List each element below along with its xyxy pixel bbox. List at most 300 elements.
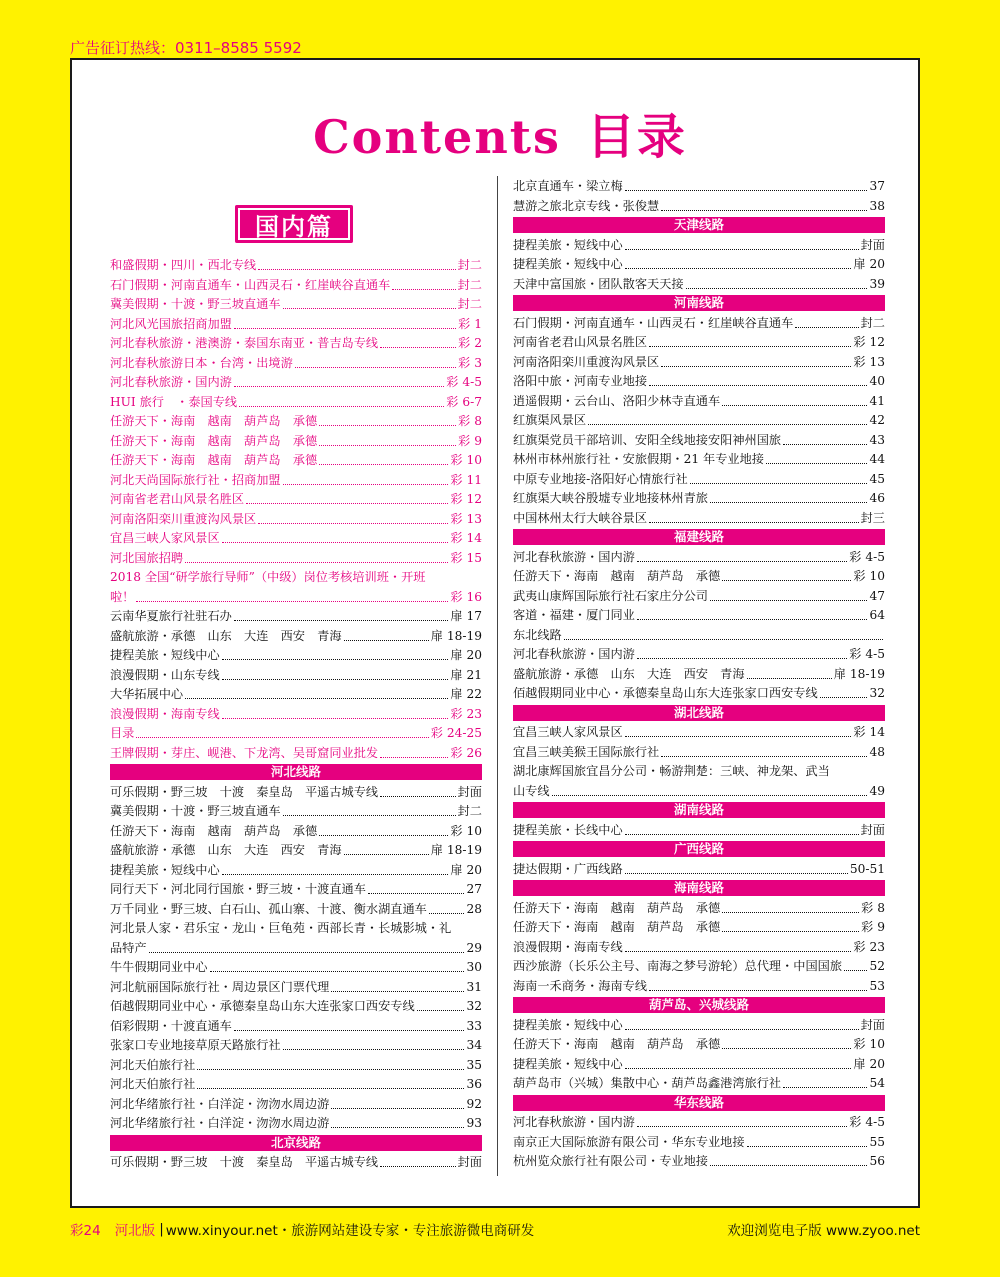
toc-entry-title: 红旗渠大峡谷殷墟专业地接林州青旅 <box>513 491 708 505</box>
toc-entry-page: 彩 12 <box>450 492 482 506</box>
toc-entry-title: 捷程美旅・短线中心 <box>110 862 220 877</box>
toc-entry-page: 29 <box>466 940 482 955</box>
toc-entry-page: 扉 17 <box>450 609 482 623</box>
toc-leader-dots <box>319 464 448 465</box>
toc-entry-title: 北京直通车・梁立梅 <box>513 179 623 193</box>
toc-entry-title: 佰彩假期・十渡直通车 <box>110 1018 232 1033</box>
toc-entry[interactable] <box>513 684 885 703</box>
toc-entry[interactable] <box>513 645 885 664</box>
toc-entry[interactable] <box>513 957 885 976</box>
toc-entry-title: 客道・福建・厦门同业 <box>513 608 635 622</box>
toc-leader-dots <box>283 308 456 309</box>
toc-leader-dots <box>234 386 444 387</box>
toc-leader-dots <box>258 523 448 524</box>
toc-entry-page: 彩 10 <box>450 453 482 467</box>
toc-leader-dots <box>661 756 867 757</box>
toc-entry-page: 32 <box>466 999 482 1013</box>
toc-leader-dots <box>319 425 456 426</box>
toc-entry-title: 啦！ <box>110 589 135 604</box>
toc-entry[interactable] <box>110 549 482 568</box>
toc-entry-page: 彩 9 <box>458 433 482 448</box>
toc-entry-page: 彩 10 <box>853 569 885 583</box>
toc-entry-page: 封面 <box>860 822 885 837</box>
toc-entry-page: 彩 15 <box>450 550 482 565</box>
footer-ebook-link[interactable]: 欢迎浏览电子版 www.zyoo.net <box>727 1223 920 1239</box>
toc-entry-page: 扉 18-19 <box>430 843 482 857</box>
toc-entry-page: 扉 21 <box>450 667 482 682</box>
toc-leader-dots <box>649 385 867 386</box>
toc-entry-page: 彩 8 <box>458 414 482 428</box>
toc-leader-dots <box>649 990 867 991</box>
toc-entry-page: 彩 24-25 <box>430 726 482 740</box>
toc-entry-title: 河北天伯旅行社 <box>110 1057 196 1072</box>
toc-entry-title: 目录 <box>110 726 135 740</box>
toc-entry-page: 扉 20 <box>450 862 482 877</box>
toc-entry-title: 石门假期・河南直通车・山西灵石・红崖峡谷直通车 <box>110 277 391 292</box>
toc-entry-title: 任游天下・海南 越南 葫芦岛 承德 <box>110 823 318 838</box>
toc-entry[interactable] <box>110 919 482 938</box>
footer-edition: 河北版 <box>114 1223 156 1239</box>
toc-leader-dots <box>344 640 429 641</box>
toc-entry[interactable] <box>110 1036 482 1055</box>
toc-leader-dots <box>649 346 851 347</box>
toc-entry[interactable] <box>110 958 482 977</box>
toc-entry[interactable] <box>513 372 885 391</box>
toc-entry-title: 任游天下・海南 越南 葫芦岛 承德 <box>513 920 721 934</box>
toc-entry[interactable] <box>110 276 482 295</box>
toc-entry[interactable] <box>110 666 482 685</box>
toc-leader-dots <box>625 1068 852 1069</box>
toc-entry-title: 品特产 <box>110 940 147 955</box>
toc-entry[interactable] <box>513 1035 885 1054</box>
toc-entry-page: 31 <box>466 979 482 994</box>
toc-leader-dots <box>637 1126 847 1127</box>
toc-entry[interactable] <box>110 1056 482 1075</box>
toc-entry-title: 河北风光国旅招商加盟 <box>110 316 232 331</box>
toc-entry-title: 浪漫假期・山东专线 <box>110 667 220 682</box>
toc-leader-dots <box>844 970 867 971</box>
toc-entry-title: 万千同业・野三坡、白石山、孤山寨、十渡、衡水湖直通车 <box>110 901 427 916</box>
section-band: 海南线路 <box>513 880 885 896</box>
toc-entry-page: 56 <box>869 1154 885 1168</box>
toc-entry[interactable] <box>110 295 482 314</box>
toc-leader-dots <box>380 796 456 797</box>
toc-entry-page: 扉 18-19 <box>833 666 885 681</box>
toc-entry[interactable] <box>513 606 885 625</box>
toc-entry[interactable] <box>513 918 885 937</box>
toc-entry-page: 彩 23 <box>853 939 885 954</box>
toc-entry[interactable] <box>110 1095 482 1114</box>
toc-entry-title: 大华拓展中心 <box>110 687 184 701</box>
toc-entry[interactable] <box>513 899 885 918</box>
toc-entry-page: 彩 16 <box>450 589 482 604</box>
toc-entry-page: 52 <box>869 959 885 973</box>
toc-leader-dots <box>552 795 868 796</box>
toc-leader-dots <box>222 679 449 680</box>
toc-entry-title: 河北华绪旅行社・白洋淀・沕沕水周边游 <box>110 1116 330 1130</box>
toc-entry-title: 河南洛阳栾川重渡沟风景区 <box>513 354 660 369</box>
toc-leader-dots <box>368 893 465 894</box>
toc-entry[interactable] <box>110 646 482 665</box>
toc-entry-title: 宜昌三峡人家风景区 <box>513 725 623 739</box>
toc-leader-dots <box>637 619 868 620</box>
toc-leader-dots <box>246 503 448 504</box>
toc-entry-page: 43 <box>869 432 885 447</box>
toc-entry-page: 28 <box>466 901 482 916</box>
toc-entry-title: 冀美假期・十渡・野三坡直通车 <box>110 297 281 311</box>
toc-entry[interactable] <box>110 354 482 373</box>
section-band: 天津线路 <box>513 217 885 233</box>
toc-entry-title: 牛牛假期同业中心 <box>110 960 208 974</box>
toc-entry-page: 扉 22 <box>450 687 482 701</box>
toc-entry-title: 河南洛阳栾川重渡沟风景区 <box>110 511 257 526</box>
toc-entry-page: 封二 <box>457 258 482 272</box>
toc-entry[interactable] <box>110 997 482 1016</box>
toc-entry-page: 扉 18-19 <box>430 628 482 643</box>
section-band: 华东线路 <box>513 1095 885 1111</box>
toc-entry[interactable] <box>110 588 482 607</box>
section-band: 北京线路 <box>110 1135 482 1151</box>
toc-leader-dots <box>722 580 851 581</box>
toc-entry-title: 河北航丽国际旅行社・周边景区门票代理 <box>110 979 330 994</box>
toc-entry[interactable] <box>110 393 482 412</box>
toc-leader-dots <box>319 445 456 446</box>
toc-leader-dots <box>783 1087 867 1088</box>
toc-entry-title: 可乐假期・野三坡 十渡 秦皇岛 平遥古城专线 <box>110 1155 379 1169</box>
toc-entry[interactable] <box>513 236 885 255</box>
toc-entry[interactable] <box>110 510 482 529</box>
toc-leader-dots <box>625 873 848 874</box>
toc-entry[interactable] <box>513 1113 885 1132</box>
toc-entry-page: 53 <box>869 978 885 993</box>
toc-entry-page: 55 <box>869 1134 885 1149</box>
toc-entry-page: 93 <box>466 1116 482 1130</box>
toc-entry-title: 东北线路 <box>513 627 562 642</box>
toc-leader-dots <box>380 757 448 758</box>
toc-leader-dots <box>392 289 455 290</box>
toc-entry-title: 任游天下・海南 越南 葫芦岛 承德 <box>513 900 721 915</box>
toc-entry[interactable] <box>513 255 885 274</box>
toc-entry[interactable] <box>110 841 482 860</box>
toc-leader-dots <box>222 874 449 875</box>
toc-entry-page: 封二 <box>457 297 482 311</box>
toc-entry[interactable] <box>513 821 885 840</box>
toc-entry-page: 38 <box>869 198 885 213</box>
toc-leader-dots <box>234 1030 465 1031</box>
toc-entry[interactable] <box>110 471 482 490</box>
toc-entry-title: 2018 全国“研学旅行导师”（中级）岗位考核培训班・开班 <box>110 570 426 584</box>
column-divider <box>497 176 498 1176</box>
toc-entry[interactable] <box>513 626 885 645</box>
section-band: 福建线路 <box>513 529 885 545</box>
toc-entry-page: 彩 9 <box>861 920 885 934</box>
toc-entry[interactable] <box>513 587 885 606</box>
title-cn: 目录 <box>586 109 687 165</box>
section-band: 湖北线路 <box>513 705 885 721</box>
toc-entry-page: 34 <box>466 1038 482 1052</box>
toc-leader-dots <box>625 268 852 269</box>
toc-entry-page: 彩 13 <box>853 354 885 369</box>
toc-entry[interactable] <box>513 1152 885 1171</box>
toc-entry-title: 河北春秋旅游・国内游 <box>513 1115 635 1129</box>
toc-entry-title: 河北华绪旅行社・白洋淀・沕沕水周边游 <box>110 1096 330 1111</box>
toc-leader-dots <box>690 483 868 484</box>
toc-entry-page: 封二 <box>457 277 482 292</box>
toc-entry-page: 扉 20 <box>853 257 885 271</box>
toc-entry[interactable] <box>513 743 885 762</box>
toc-entry[interactable] <box>513 177 885 196</box>
toc-entry[interactable] <box>513 333 885 352</box>
toc-entry[interactable] <box>513 1074 885 1093</box>
toc-entry[interactable] <box>110 822 482 841</box>
toc-entry-title: 河北天伯旅行社 <box>110 1077 196 1091</box>
toc-entry[interactable] <box>513 548 885 567</box>
toc-entry-page: 30 <box>466 960 482 974</box>
toc-entry-page: 封二 <box>860 315 885 330</box>
toc-entry-title: 云南华夏旅行社驻石办 <box>110 609 232 623</box>
toc-leader-dots <box>710 1165 867 1166</box>
toc-entry-title: 葫芦岛市（兴城）集散中心・葫芦岛鑫港湾旅行社 <box>513 1076 782 1090</box>
toc-entry-page: 36 <box>466 1077 482 1091</box>
toc-entry[interactable] <box>513 392 885 411</box>
toc-entry-page: 扉 20 <box>450 648 482 662</box>
toc-entry[interactable] <box>110 1153 482 1172</box>
toc-leader-dots <box>283 815 456 816</box>
toc-leader-dots <box>625 190 868 191</box>
toc-entry[interactable] <box>513 938 885 957</box>
toc-entry[interactable] <box>513 489 885 508</box>
section-band: 河北线路 <box>110 764 482 780</box>
toc-entry[interactable] <box>110 939 482 958</box>
toc-entry[interactable] <box>513 450 885 469</box>
toc-leader-dots <box>625 1029 859 1030</box>
toc-entry[interactable] <box>110 256 482 275</box>
toc-entry-title: 石门假期・河南直通车・山西灵石・红崖峡谷直通车 <box>513 315 794 330</box>
toc-leader-dots <box>283 484 449 485</box>
toc-leader-dots <box>722 931 859 932</box>
toc-entry[interactable] <box>513 431 885 450</box>
toc-entry[interactable] <box>513 353 885 372</box>
toc-entry-title: 王牌假期・芽庄、岘港、下龙湾、吴哥窟同业批发 <box>110 745 379 760</box>
toc-entry-page: 46 <box>869 491 885 505</box>
toc-leader-dots <box>710 600 867 601</box>
toc-leader-dots <box>380 1166 456 1167</box>
toc-entry-title: 宜昌三峡美猴王国际旅行社 <box>513 744 660 759</box>
toc-leader-dots <box>649 522 859 523</box>
toc-leader-dots <box>783 444 867 445</box>
toc-entry-title: 杭州览众旅行社有限公司・专业地接 <box>513 1154 708 1168</box>
toc-entry[interactable] <box>110 334 482 353</box>
toc-entry-title: 盛航旅游・承德 山东 大连 西安 青海 <box>513 666 745 681</box>
toc-entry[interactable] <box>513 275 885 294</box>
toc-leader-dots <box>149 952 465 953</box>
toc-entry-title: 捷程美旅・短线中心 <box>110 648 220 662</box>
toc-leader-dots <box>239 406 444 407</box>
toc-leader-dots <box>210 971 465 972</box>
toc-entry-title: 佰越假期同业中心・承德秦皇岛山东大连张家口西安专线 <box>110 999 415 1013</box>
toc-entry-page: 彩 6-7 <box>446 394 482 409</box>
hotline: 广告征订热线：0311–8585 5592 <box>70 39 302 57</box>
footer-site-link[interactable]: www.xinyour.net・旅游网站建设专家・专注旅游微电商研发 <box>165 1223 535 1239</box>
toc-entry-page: 64 <box>869 608 885 622</box>
toc-leader-dots <box>417 1010 465 1011</box>
toc-entry-page: 封二 <box>457 804 482 818</box>
title-en: Contents <box>313 110 561 164</box>
toc-entry[interactable] <box>513 314 885 333</box>
toc-entry[interactable] <box>110 568 482 587</box>
toc-leader-dots <box>637 658 847 659</box>
toc-entry[interactable] <box>110 490 482 509</box>
toc-entry-page: 彩 14 <box>450 531 482 545</box>
toc-entry[interactable] <box>110 412 482 431</box>
toc-entry[interactable] <box>110 529 482 548</box>
toc-entry-title: 红旗渠风景区 <box>513 413 587 427</box>
toc-entry[interactable] <box>513 470 885 489</box>
toc-entry-title: 湖北康辉国旅宜昌分公司・畅游荆楚：三峡、神龙架、武当 <box>513 764 830 778</box>
page-title <box>0 98 1000 167</box>
toc-entry-page: 彩 26 <box>450 745 482 760</box>
toc-entry[interactable] <box>513 1016 885 1035</box>
toc-leader-dots <box>710 502 867 503</box>
toc-entry-title: 河北国旅招聘 <box>110 550 184 565</box>
toc-entry[interactable] <box>110 627 482 646</box>
toc-entry-title: 西沙旅游（长乐公主号、南海之梦号游轮）总代理・中国国旅 <box>513 959 843 973</box>
toc-entry[interactable] <box>110 880 482 899</box>
toc-entry[interactable] <box>110 705 482 724</box>
toc-entry-page: 41 <box>869 393 885 408</box>
toc-entry[interactable] <box>110 373 482 392</box>
toc-entry-page: 42 <box>869 413 885 427</box>
toc-entry-title: 河北春秋旅游・国内游 <box>513 647 635 661</box>
toc-leader-dots <box>319 835 448 836</box>
toc-entry[interactable] <box>110 451 482 470</box>
toc-entry-title: 河北春秋旅游・国内游 <box>110 375 232 389</box>
toc-entry-title: 同行天下・河北同行国旅・野三坡・十渡直通车 <box>110 882 366 896</box>
toc-entry-title: 宜昌三峡人家风景区 <box>110 531 220 545</box>
toc-entry-page: 彩 10 <box>450 823 482 838</box>
toc-entry-page: 35 <box>466 1057 482 1072</box>
toc-entry-title: 捷程美旅・短线中心 <box>513 257 623 271</box>
toc-entry-title: 可乐假期・野三坡 十渡 秦皇岛 平遥古城专线 <box>110 784 379 799</box>
section-badge-domestic: 国内篇 <box>235 205 353 243</box>
toc-entry[interactable] <box>110 724 482 743</box>
toc-leader-dots <box>234 620 449 621</box>
toc-entry-title: 山专线 <box>513 783 550 798</box>
toc-entry-title: 河北景人家・君乐宝・龙山・巨龟苑・西部长青・长城影城・礼 <box>110 921 452 935</box>
toc-entry-page: 封面 <box>860 237 885 252</box>
toc-leader-dots <box>222 659 449 660</box>
toc-entry[interactable] <box>110 607 482 626</box>
toc-entry-title: 河南省老君山风景名胜区 <box>513 335 648 349</box>
toc-entry-title: 浪漫假期・海南专线 <box>513 939 623 954</box>
toc-entry[interactable] <box>513 977 885 996</box>
toc-leader-dots <box>283 1049 465 1050</box>
toc-entry[interactable] <box>110 685 482 704</box>
footer-page-number: 彩24 <box>70 1223 101 1239</box>
toc-entry-page: 27 <box>466 882 482 896</box>
toc-entry[interactable] <box>110 744 482 763</box>
toc-entry-page: 封面 <box>860 1017 885 1032</box>
toc-entry[interactable] <box>513 723 885 742</box>
toc-entry-title: 海南一禾商务・海南专线 <box>513 978 648 993</box>
toc-entry-page: 彩 4-5 <box>849 647 885 661</box>
toc-entry[interactable] <box>110 978 482 997</box>
toc-entry-title: 洛阳中旅・河南专业地接 <box>513 374 648 388</box>
toc-leader-dots <box>795 327 858 328</box>
toc-entry-title: 慧游之旅北京专线・张俊慧 <box>513 198 660 213</box>
toc-entry-page: 彩 8 <box>861 900 885 915</box>
toc-leader-dots <box>637 561 847 562</box>
toc-leader-dots <box>331 991 464 992</box>
toc-leader-dots <box>295 367 456 368</box>
toc-entry-page: 45 <box>869 471 885 486</box>
toc-entry-title: 天津中富国旅・团队散客天天接 <box>513 276 684 291</box>
toc-entry[interactable] <box>110 432 482 451</box>
toc-entry[interactable] <box>110 802 482 821</box>
toc-entry[interactable] <box>110 1114 482 1133</box>
toc-entry-title: 浪漫假期・海南专线 <box>110 706 220 721</box>
toc-entry[interactable] <box>513 197 885 216</box>
toc-entry-title: 任游天下・海南 越南 葫芦岛 承德 <box>513 1037 721 1051</box>
toc-entry[interactable] <box>513 762 885 781</box>
section-band: 河南线路 <box>513 295 885 311</box>
toc-entry[interactable] <box>513 782 885 801</box>
toc-entry[interactable] <box>110 861 482 880</box>
toc-entry[interactable] <box>110 900 482 919</box>
toc-entry-title: 盛航旅游・承德 山东 大连 西安 青海 <box>110 628 342 643</box>
toc-entry-page: 彩 10 <box>853 1037 885 1051</box>
toc-entry[interactable] <box>513 1055 885 1074</box>
toc-entry[interactable] <box>513 509 885 528</box>
section-band: 葫芦岛、兴城线路 <box>513 997 885 1013</box>
toc-entry-page: 54 <box>869 1076 885 1090</box>
toc-entry-title: 捷程美旅・短线中心 <box>513 1017 623 1032</box>
section-band: 广西线路 <box>513 841 885 857</box>
toc-entry[interactable] <box>110 315 482 334</box>
toc-leader-dots <box>747 678 832 679</box>
toc-entry[interactable] <box>110 1017 482 1036</box>
toc-entry-page: 彩 3 <box>458 355 482 370</box>
toc-leader-dots <box>222 542 449 543</box>
toc-entry-page: 44 <box>869 452 885 466</box>
toc-leader-dots <box>625 249 859 250</box>
toc-entry-title: 河北春秋旅游・国内游 <box>513 549 635 564</box>
toc-entry-title: 南京正大国际旅游有限公司・华东专业地接 <box>513 1134 745 1149</box>
toc-entry-title: 河北天尚国际旅行社・招商加盟 <box>110 472 281 487</box>
toc-entry-title: 河北春秋旅游・港澳游・泰国东南亚・普吉岛专线 <box>110 336 379 350</box>
toc-entry[interactable] <box>513 1133 885 1152</box>
toc-entry[interactable] <box>513 411 885 430</box>
toc-entry[interactable] <box>513 665 885 684</box>
toc-leader-dots <box>625 834 859 835</box>
toc-entry[interactable] <box>513 567 885 586</box>
toc-entry-title: 捷程美旅・短线中心 <box>513 237 623 252</box>
toc-entry-title: 任游天下・海南 越南 葫芦岛 承德 <box>110 453 318 467</box>
toc-entry-title: 逍遥假期・云台山、洛阳少林寺直通车 <box>513 393 721 408</box>
toc-leader-dots <box>429 913 465 914</box>
toc-entry-page: 彩 4-5 <box>446 375 482 389</box>
toc-entry-page: 彩 23 <box>450 706 482 721</box>
toc-entry[interactable] <box>110 1075 482 1094</box>
toc-entry[interactable] <box>513 860 885 879</box>
toc-leader-dots <box>258 269 455 270</box>
toc-leader-dots <box>331 1127 464 1128</box>
toc-entry[interactable] <box>110 783 482 802</box>
toc-entry-title: 中原专业地接-洛阳好心情旅行社 <box>513 471 688 486</box>
toc-entry-title: 任游天下・海南 越南 葫芦岛 承德 <box>110 433 318 448</box>
toc-leader-dots <box>185 698 448 699</box>
toc-entry-page: 32 <box>869 686 885 700</box>
